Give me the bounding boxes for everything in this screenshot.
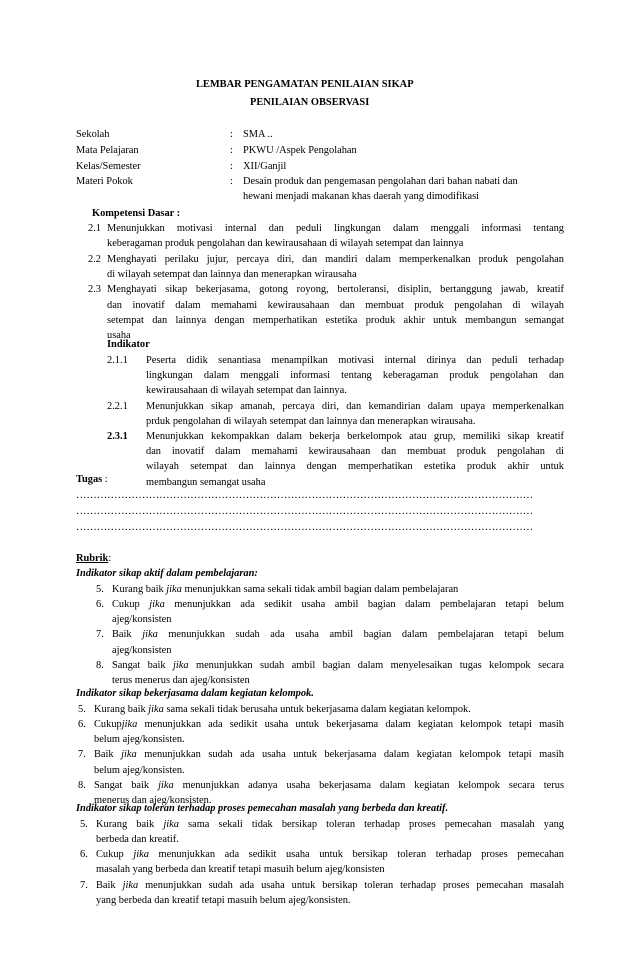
rubrik-item-text: [112, 583, 458, 596]
identity-label: Materi Pokok: [76, 176, 133, 187]
rubrik-item-continuation: ajeg/konsisten: [112, 614, 172, 626]
tugas-dotted-answer-line: ……………………………………………………………………………………………………………………: [76, 522, 534, 533]
rubrik-item-fragment: menunjukkan sudah ada usaha untuk bersikap toleran terhadap proses pemecahan masalah: [138, 879, 564, 891]
indikator-line: kewirausahaan di wilayah setempat dan lainnya.: [146, 385, 347, 397]
indikator-number: 2.1.1: [107, 355, 128, 366]
rubrik-item-keyword: jika: [172, 660, 189, 671]
rubrik-item-fragment: Sangat baik: [94, 780, 159, 791]
kd-item-line: Menghayati perilaku jujur, percaya diri, dan mandiri dalam memperkenalkan produk pengolahan: [107, 253, 564, 265]
rubrik-item-number: 8.: [96, 660, 104, 671]
rubrik-item-number: 5.: [78, 703, 86, 715]
indikator-line: lingkungan dalam menggali informasi tentang keberagaman produk pengolahan dan: [146, 370, 564, 382]
kd-item-number: 2.3: [88, 284, 101, 296]
identity-value: XII/Ganjil: [243, 161, 287, 172]
rubrik-item-text: [96, 848, 564, 861]
rubrik-item-fragment: menunjukkan sudah ada usaha untuk bekerjasama dalam kegiatan kelompok tetapi masih: [136, 749, 564, 761]
rubrik-item-fragment: menunjukkan sudah ada usaha ambil bagian dalam pembelajaran tetapi belum: [157, 629, 564, 641]
rubrik-item-continuation: ajeg/konsisten: [112, 644, 172, 656]
rubrik-item-fragment: Baik: [112, 629, 143, 641]
tugas-label-line: [76, 473, 108, 486]
rubrik-item-continuation: menerus dan ajeg/konsisten.: [94, 795, 212, 807]
identity-colon: :: [230, 145, 233, 156]
rubrik-item-fragment: sama sekali tidak bersikap toleran terhadap proses pemecahan masalah yang: [178, 818, 564, 830]
kd-item-line: Menunjukkan motivasi internal dan peduli lingkungan dalam menggali informasi tentang: [107, 223, 564, 234]
identity-label: Sekolah: [76, 129, 110, 140]
rubrik-item-fragment: Kurang baik: [112, 583, 167, 595]
rubrik-item-fragment: Kurang baik: [96, 818, 164, 830]
tugas-dotted-answer-line: ……………………………………………………………………………………………………………………: [76, 506, 534, 517]
rubrik-item-number: 8.: [78, 780, 86, 791]
identity-value: Desain produk dan pengemasan pengolahan dari bahan nabati dan: [243, 176, 518, 187]
rubrik-item-keyword: jika: [121, 718, 138, 730]
rubrik-item-fragment: Baik: [94, 749, 122, 761]
rubrik-item-keyword: jika: [163, 818, 179, 830]
rubrik-item-text: [112, 628, 564, 641]
rubrik-item-number: 7.: [96, 629, 104, 641]
kd-heading: Kompetensi Dasar :: [92, 208, 181, 219]
rubrik-item-continuation: terus menerus dan ajeg/konsisten: [112, 675, 250, 687]
tugas-colon: :: [102, 474, 108, 485]
tugas-label: Tugas: [76, 474, 103, 485]
tugas-dotted-answer-line: ……………………………………………………………………………………………………………………: [76, 490, 534, 501]
rubrik-section-heading: Indikator sikap aktif dalam pembelajaran:: [76, 568, 258, 579]
indikator-line: prduk pengolahan di wilayah setempat dan lainnya dan menerapkan wirausaha.: [146, 415, 476, 427]
kd-item-line: Menghayati sikap bekerjasama, gotong royong, bertoleransi, disiplin, bertanggung jawab, kreatif: [107, 284, 564, 296]
kd-item-line: setempat dan lainnya dengan memperhatikan estetika produk akhir untuk membangun semangat: [107, 314, 564, 326]
document-title: LEMBAR PENGAMATAN PENILAIAN SIKAP: [196, 79, 414, 90]
kd-item-line: di wilayah setempat dan lainnya dan menerapkan wirausaha: [107, 268, 357, 280]
rubrik-item-keyword: jika: [166, 583, 182, 595]
identity-value: PKWU /Aspek Pengolahan: [243, 145, 357, 156]
rubrik-item-keyword: jika: [148, 703, 164, 715]
kd-item-line: keberagaman produk pengolahan dan kewirausahaan di wilayah setempat dan lainnya: [107, 238, 464, 250]
indikator-line: Peserta didik senantiasa menampilkan motivasi internal dirinya dan peduli terhadap: [146, 355, 564, 366]
rubrik-item-continuation: yang berbeda dan kreatif tetapi masuih belum ajeg/konsisten.: [96, 895, 351, 906]
indikator-line: membangun semangat usaha: [146, 476, 266, 488]
rubrik-item-text: [94, 748, 564, 761]
rubrik-item-fragment: sama sekali tidak berusaha untuk bekerjasama dalam kegiatan kelompok.: [163, 703, 471, 715]
rubrik-item-fragment: Baik: [96, 879, 123, 891]
kd-item-number: 2.1: [88, 223, 101, 234]
rubrik-item-continuation: berbeda dan kreatif.: [96, 833, 179, 845]
identity-label: Mata Pelajaran: [76, 145, 139, 156]
rubrik-item-fragment: menunjukkan sama sekali tidak ambil bagian dalam pembelajaran: [181, 583, 459, 595]
rubrik-item-number: 7.: [80, 879, 88, 891]
rubrik-item-keyword: jika: [121, 749, 137, 761]
indikator-line: wilayah setempat dan lainnya dengan memperhatikan estetika produk akhir untuk: [146, 461, 564, 473]
kd-item-line: dan inovatif dalam memahami kewirausahaan dan membuat produk pengolahan di wilayah: [107, 299, 564, 311]
rubrik-item-keyword: jika: [142, 629, 158, 641]
rubrik-colon: :: [108, 553, 112, 564]
rubrik-item-fragment: Cukup: [112, 598, 150, 610]
rubrik-item-fragment: menunjukkan ada sedikit usaha ambil bagian dalam pembelajaran tetapi belum: [164, 598, 564, 610]
identity-value: SMA ..: [243, 129, 273, 140]
rubrik-item-text: [94, 718, 564, 731]
rubrik-item-text: [96, 879, 564, 892]
rubrik-item-number: 6.: [78, 718, 86, 730]
rubrik-item-continuation: belum ajeg/konsisten.: [94, 764, 185, 776]
rubrik-item-keyword: jika: [158, 780, 174, 791]
rubrik-label: Rubrik: [76, 553, 109, 564]
rubrik-section-heading: Indikator sikap toleran terhadap proses pemecahan masalah yang berbeda dan kreatif.: [76, 803, 449, 814]
rubrik-item-keyword: jika: [122, 879, 139, 891]
rubrik-item-number: 7.: [78, 749, 86, 761]
document-subtitle: PENILAIAN OBSERVASI: [250, 97, 370, 108]
rubrik-item-number: 5.: [80, 818, 88, 830]
rubrik-item-keyword: jika: [149, 598, 165, 610]
rubrik-item-fragment: menunjukkan ada sedikit usaha untuk bekerjasama dalam kegiatan kelompok tetapi masih: [137, 718, 564, 730]
identity-colon: :: [230, 176, 233, 187]
rubrik-section-heading: Indikator sikap bekerjasama dalam kegiatan kelompok.: [76, 688, 314, 699]
rubrik-item-fragment: menunjukkan adanya usaha bekerjasama dalam kegiatan kelompok secara terus: [173, 780, 564, 791]
rubrik-item-keyword: jika: [133, 849, 149, 861]
rubrik-item-fragment: Cukup: [94, 718, 122, 730]
indikator-heading: Indikator: [107, 339, 150, 350]
identity-value-cont: hewani menjadi makanan khas daerah yang dimodifikasi: [243, 191, 480, 202]
indikator-number: 2.3.1: [107, 431, 128, 442]
rubrik-item-text: [112, 598, 564, 611]
rubrik-item-fragment: menunjukkan ada sedikit usaha untuk bersikap toleran terhadap proses pemecahan: [148, 849, 564, 861]
kd-item-number: 2.2: [88, 253, 101, 265]
kd-item-line: usaha: [107, 330, 131, 342]
rubrik-item-number: 6.: [80, 849, 88, 861]
rubrik-item-text: [96, 818, 564, 831]
rubrik-item-fragment: Cukup: [96, 849, 134, 861]
identity-colon: :: [230, 129, 233, 140]
rubrik-item-continuation: belum ajeg/konsisten.: [94, 734, 185, 746]
rubrik-item-continuation: masalah yang berbeda dan kreatif tetapi masuih belum ajeg/konsisten: [96, 864, 385, 876]
identity-label: Kelas/Semester: [76, 161, 141, 172]
rubrik-item-fragment: Kurang baik: [94, 703, 149, 715]
identity-colon: :: [230, 161, 233, 172]
rubrik-item-fragment: menunjukkan sudah ambil bagian dalam menyelesaikan tugas kelompok secara: [188, 660, 564, 671]
rubrik-item-text: [94, 703, 471, 716]
rubrik-item-fragment: Sangat baik: [112, 660, 173, 671]
rubrik-item-text: [94, 779, 564, 792]
indikator-line: Menunjukkan sikap amanah, percaya diri, dan kemandirian dalam upaya memperkenalkan: [146, 400, 564, 412]
indikator-number: 2.2.1: [107, 400, 128, 412]
rubrik-label-line: [76, 552, 111, 565]
rubrik-item-number: 5.: [96, 583, 104, 595]
indikator-line: Menunjukkan kekompakkan dalam bekerja berkelompok atau grup, memiliki sikap kreatif: [146, 431, 564, 442]
rubrik-item-number: 6.: [96, 598, 104, 610]
rubrik-item-text: [112, 659, 564, 672]
indikator-line: dan inovatif dalam memahami kewirausahaan dan membuat produk pengolahan di: [146, 446, 564, 458]
